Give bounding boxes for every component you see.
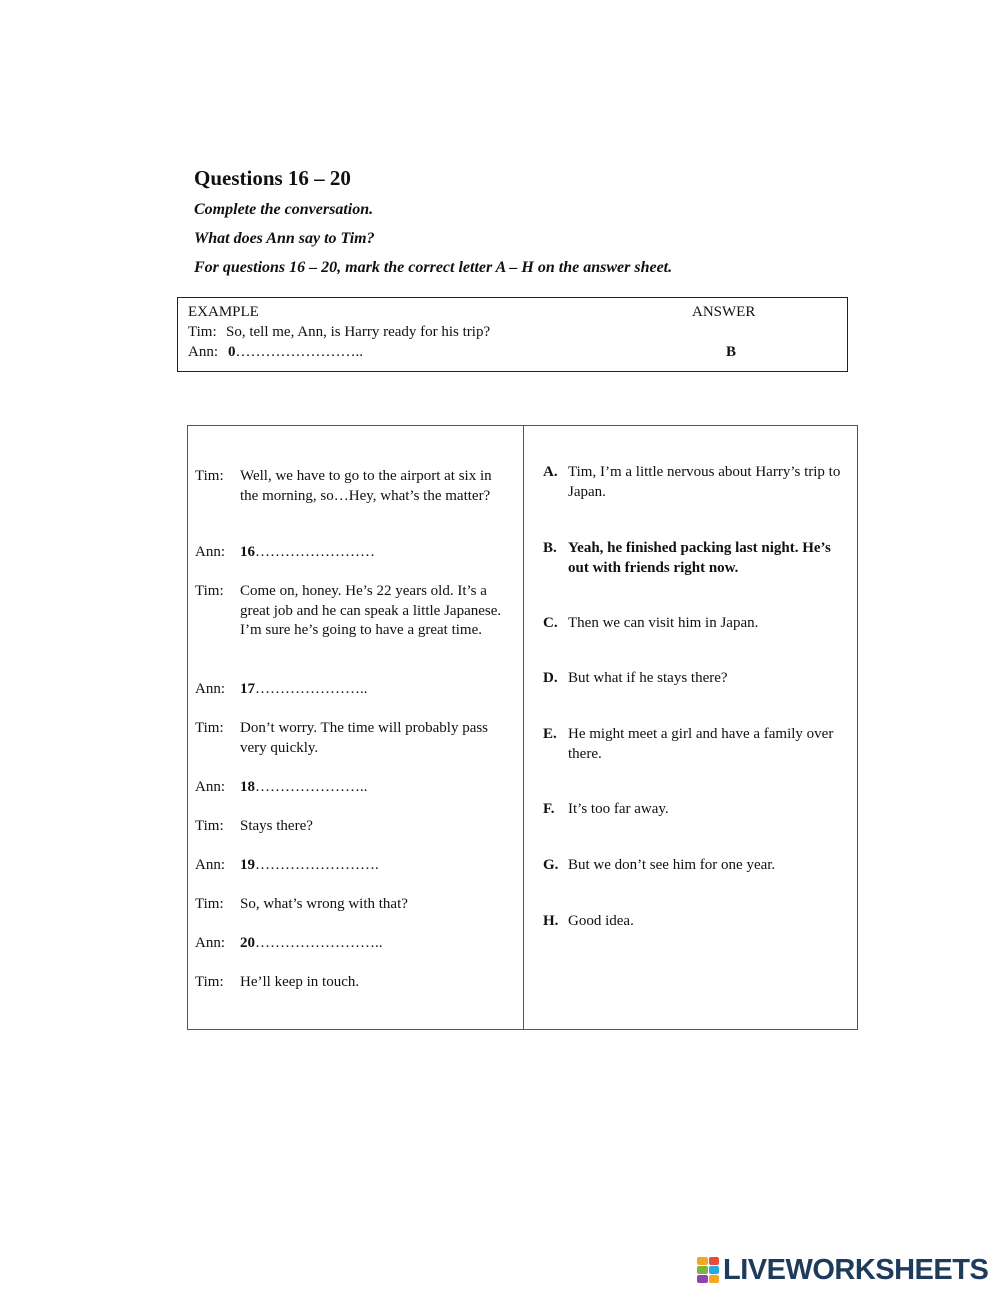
option-letter: A. (543, 464, 558, 480)
option-h (543, 912, 848, 932)
blank-dots: …………………… (255, 544, 375, 560)
logo-tile (697, 1275, 708, 1283)
question-number: 20 (240, 935, 255, 951)
logo-tile (709, 1266, 720, 1274)
option-text: But what if he stays there? (568, 670, 728, 686)
option-letter: H. (543, 913, 559, 929)
example-ann-speaker: Ann: (188, 344, 218, 360)
line-text: So, what’s wrong with that? (240, 896, 408, 912)
dialogue-line (195, 680, 513, 700)
speaker: Ann: (195, 544, 225, 560)
blank-dots: ………………….. (255, 779, 368, 795)
speaker: Tim: (195, 974, 224, 990)
question-number: 19 (240, 857, 255, 873)
page-title: Questions 16 – 20 (194, 166, 351, 190)
answer-blank-17[interactable] (240, 680, 513, 700)
speaker: Ann: (195, 779, 225, 795)
blank-dots: ………………….. (255, 681, 368, 697)
speaker: Tim: (195, 583, 224, 599)
dialogue-line (195, 973, 513, 993)
example-tim-speaker: Tim: (188, 324, 217, 340)
instruction-line-3: For questions 16 – 20, mark the correct letter A – H on the answer sheet. (194, 259, 673, 276)
logo-text: LIVEWORKSHEETS (723, 1253, 989, 1286)
column-divider (523, 426, 524, 1029)
option-letter: F. (543, 801, 555, 817)
logo-tile (709, 1275, 720, 1283)
answer-blank-20[interactable] (240, 934, 513, 954)
dialogue-line (195, 719, 513, 758)
option-letter: D. (543, 670, 558, 686)
option-a (543, 463, 848, 502)
option-text: Tim, I’m a little nervous about Harry’s trip to Japan. (568, 464, 841, 500)
dialogue-line (195, 817, 513, 837)
dialogue-line (195, 467, 513, 506)
option-text: But we don’t see him for one year. (568, 857, 776, 873)
speaker: Tim: (195, 896, 224, 912)
example-answer: B (726, 344, 737, 360)
answer-blank-19[interactable] (240, 856, 513, 876)
example-ann-blank (228, 344, 363, 361)
answer-blank-16[interactable] (240, 543, 513, 563)
option-text: Good idea. (568, 913, 634, 929)
line-text: He’ll keep in touch. (240, 974, 360, 990)
example-box (177, 297, 848, 372)
blank-dots: ……………………. (255, 857, 379, 873)
speaker: Ann: (195, 681, 225, 697)
line-text: Come on, honey. He’s 22 years old. It’s a great job and he can speak a little Japanese. I’m sure he’s going to have a great time. (240, 583, 502, 638)
question-number: 18 (240, 779, 255, 795)
example-number: 0 (228, 344, 236, 360)
speaker: Tim: (195, 818, 224, 834)
option-text: Yeah, he finished packing last night. He’s out with friends right now. (568, 540, 831, 576)
option-text: Then we can visit him in Japan. (568, 615, 759, 631)
blank-dots: …………………….. (255, 935, 383, 951)
option-d (543, 669, 848, 689)
dialogue-line (195, 895, 513, 915)
dialogue-line (195, 778, 513, 798)
option-e (543, 725, 848, 764)
option-c (543, 614, 848, 634)
dialogue-line (195, 856, 513, 876)
liveworksheets-logo[interactable] (697, 1254, 988, 1286)
speaker: Ann: (195, 935, 225, 951)
question-number: 16 (240, 544, 255, 560)
answer-blank-18[interactable] (240, 778, 513, 798)
instruction-line-2: What does Ann say to Tim? (194, 230, 375, 247)
example-tim-line: So, tell me, Ann, is Harry ready for his trip? (226, 324, 491, 340)
dialogue-line (195, 582, 513, 641)
speaker: Tim: (195, 720, 224, 736)
option-b (543, 539, 848, 578)
logo-tile (697, 1266, 708, 1274)
dialogue-line (195, 934, 513, 954)
question-number: 17 (240, 681, 255, 697)
speaker: Tim: (195, 468, 224, 484)
dialogue-line (195, 543, 513, 563)
option-letter: E. (543, 726, 557, 742)
conversation-table (187, 425, 858, 1030)
option-g (543, 856, 848, 876)
option-text: It’s too far away. (568, 801, 669, 817)
instruction-line-1: Complete the conversation. (194, 201, 374, 218)
line-text: Don’t worry. The time will probably pass very quickly. (240, 720, 489, 756)
line-text: Stays there? (240, 818, 313, 834)
answer-label: ANSWER (692, 304, 756, 320)
option-letter: C. (543, 615, 558, 631)
logo-icon (697, 1257, 719, 1283)
example-dots: …………………….. (235, 344, 363, 360)
line-text: Well, we have to go to the airport at six in the morning, so…Hey, what’s the matter? (240, 468, 492, 504)
speaker: Ann: (195, 857, 225, 873)
example-label: EXAMPLE (188, 304, 259, 320)
option-letter: B. (543, 540, 557, 556)
logo-tile (697, 1257, 708, 1265)
logo-tile (709, 1257, 720, 1265)
option-letter: G. (543, 857, 559, 873)
option-text: He might meet a girl and have a family over there. (568, 726, 834, 762)
option-f (543, 800, 848, 820)
